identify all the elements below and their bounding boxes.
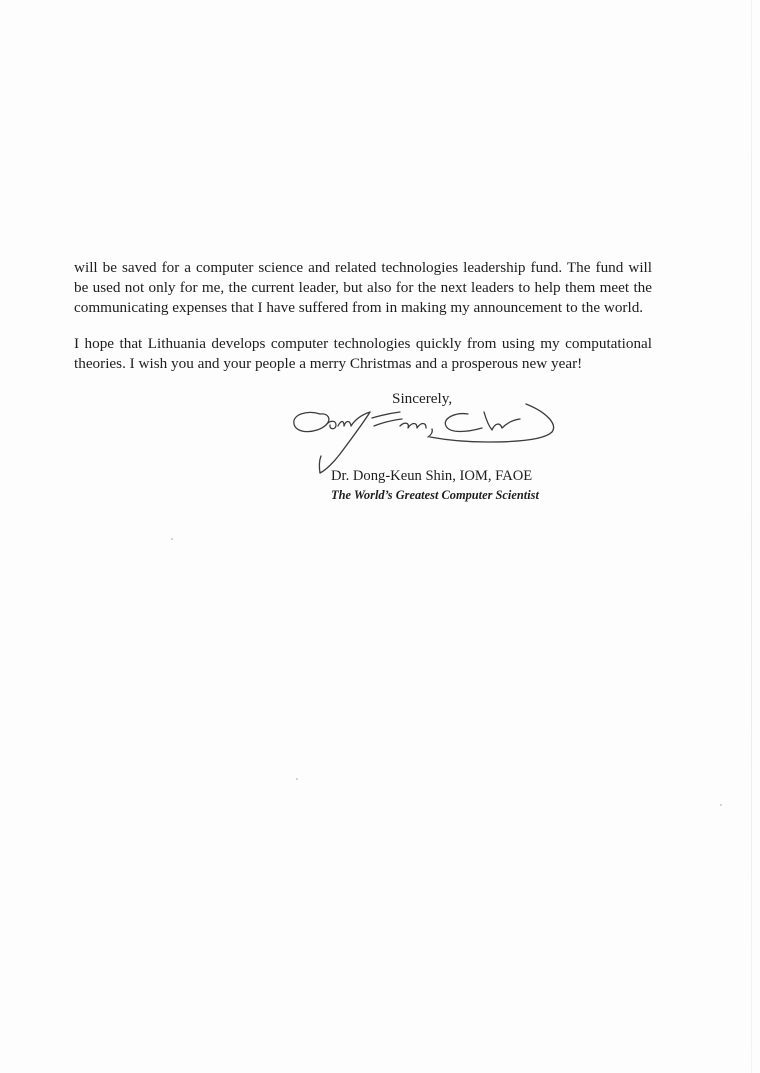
letter-closing: Sincerely,	[392, 390, 453, 407]
letter-paragraph-fund	[74, 258, 652, 318]
signer-title: The World’s Greatest Computer Scientist	[331, 488, 539, 502]
paragraph-line: communicating expenses that I have suffered from in making my announcement to the world.	[74, 299, 644, 316]
scan-speck	[720, 804, 722, 806]
handwritten-signature	[286, 398, 562, 478]
signer-name: Dr. Dong-Keun Shin, IOM, FAOE	[331, 468, 533, 484]
scan-speck	[171, 538, 173, 540]
paragraph-line: be used not only for me, the current leader, but also for the next leaders to help them meet the	[74, 279, 652, 296]
paragraph-line: I hope that Lithuania develops computer technologies quickly from using my computational	[74, 335, 652, 352]
scan-speck	[296, 778, 298, 780]
paragraph-line: will be saved for a computer science and related technologies leadership fund. The fund will	[74, 259, 652, 276]
scan-edge	[751, 0, 752, 1073]
letter-paragraph-wishes	[74, 334, 652, 374]
paragraph-line: theories. I wish you and your people a merry Christmas and a prosperous new year!	[74, 355, 583, 372]
